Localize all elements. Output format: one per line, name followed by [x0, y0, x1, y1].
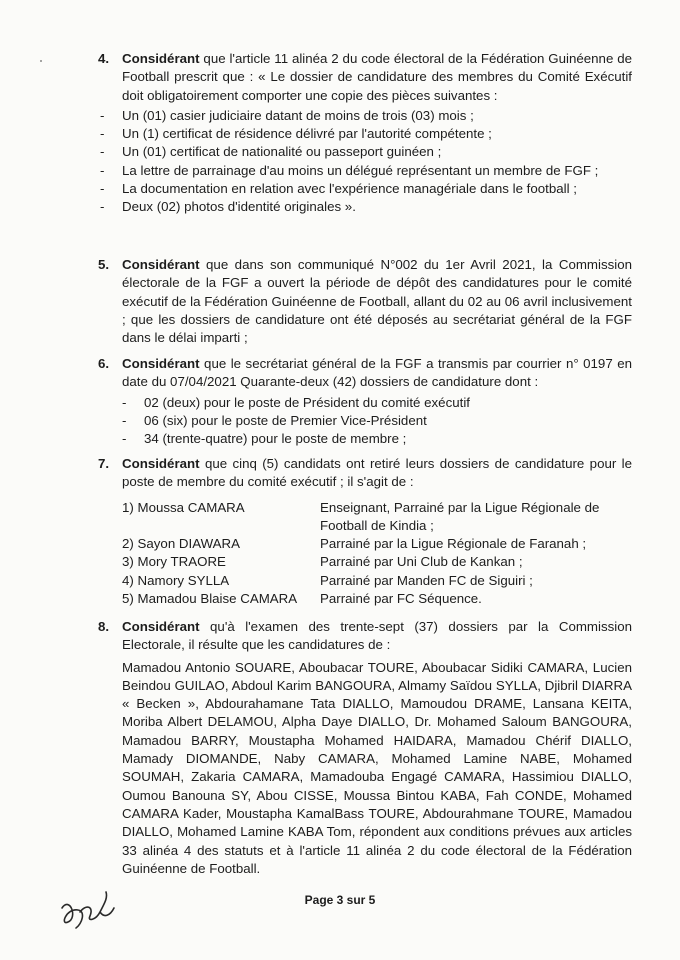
withdrawn-candidates-table — [122, 499, 632, 609]
candidate-sponsor: Parrainé par FC Séquence. — [320, 591, 482, 607]
section-text — [122, 50, 632, 105]
section-6 — [100, 355, 632, 448]
candidate-sponsor: Parrainé par la Ligue Régionale de Faranah ; — [320, 536, 587, 552]
eligible-candidates-paragraph: Mamadou Antonio SOUARE, Aboubacar TOURE, Aboubacar Sidiki CAMARA, Lucien Beindou GUILAO, Abdoul Karim BANGOURA, Almamy Saïdou SYLLA, Djibril DIARRA « Becken », Abdourahamane Tata DIALLO, Mamoudou DRAME, Lansana KEITA, Moriba Albert DELAMOU, Alpha Daye DIALLO, Dr. Mohamed Saloum BANGOURA, Mamadou BARRY, Moustapha Mohamed HAIDARA, Mamadou Chérif DIALLO, Mamady DIOMANDE, Naby CAMARA, Mohamed Lamine NABE, Mohamed SOUMAH, Zakaria CAMARA, Mamadouba Engagé CAMARA, Hassimiou DIALLO, Oumou Banouna SY, Abou CISSE, Moussa Bintou KABA, Fah CONDE, Mohamed CAMARA Kader, Moustapha KamalBass TOURE, Abdourahmane TOURE, Mamadou DIALLO, Mohamed Lamine KABA Tom, répondent aux conditions prévues aux articles 33 alinéa 4 des statuts et à l'article 11 alinéa 2 du code électoral de la Fédération Guinéenne de Football. — [122, 659, 632, 876]
section-number: 8. — [98, 619, 110, 634]
section-body: que cinq (5) candidats ont retiré leurs dossiers de candidature pour le poste de membre du comité exécutif ; il s'agit de : — [122, 456, 632, 490]
section-number: 7. — [98, 456, 110, 471]
list-item: - Deux (02) photos d'identité originales ». — [100, 198, 632, 216]
section-4 — [100, 50, 632, 217]
page-footer: Page 3 sur 5 — [304, 893, 376, 907]
table-row — [122, 499, 632, 536]
section-lead: Considérant — [122, 619, 200, 634]
section-text — [122, 355, 632, 392]
candidate-name: 3) Mory TRAORE — [122, 554, 226, 570]
section-text — [122, 256, 632, 347]
section-body: qu'à l'examen des trente-sept (37) dossiers par la Commission Electorale, il résulte que les candidatures de : — [122, 619, 632, 653]
candidate-name: 4) Namory SYLLA — [122, 572, 230, 588]
candidate-name: 1) Moussa CAMARA — [122, 499, 245, 515]
table-row — [122, 572, 632, 590]
list-item: - La lettre de parrainage d'au moins un délégué représentant un membre de FGF ; — [100, 162, 632, 180]
section-text — [122, 455, 632, 492]
dossier-breakdown-list — [122, 394, 632, 449]
scan-speck — [40, 60, 42, 62]
list-item: - 06 (six) pour le poste de Premier Vice-Président — [122, 412, 632, 430]
section-body: que l'article 11 alinéa 2 du code électoral de la Fédération Guinéenne de Football prescrit que : « Le dossier de candidature des membres du Comité Exécutif doit obligatoirement comporter une copie des pièces suivantes : — [122, 51, 632, 103]
requirements-list — [100, 107, 632, 217]
section-7 — [100, 455, 632, 608]
candidate-sponsor: Parrainé par Manden FC de Siguiri ; — [320, 572, 533, 588]
list-item: - 34 (trente-quatre) pour le poste de membre ; — [122, 430, 632, 448]
table-row — [122, 553, 632, 571]
table-row — [122, 535, 632, 553]
candidate-name: 5) Mamadou Blaise CAMARA — [122, 591, 298, 607]
candidate-sponsor: Enseignant, Parrainé par la Ligue Régionale de Football de Kindia ; — [320, 499, 600, 533]
section-body: que dans son communiqué N°002 du 1er Avril 2021, la Commission électorale de la FGF a ouvert la période de dépôt des candidatures pour le comité exécutif de la Fédération Guinéenne de Football, allant du 02 au 06 avril inclusivement ; que les dossiers de candidature ont été déposés au secrétariat général de la FGF dans le délai imparti ; — [122, 257, 632, 346]
section-number: 5. — [98, 257, 110, 272]
candidate-name: 2) Sayon DIAWARA — [122, 536, 240, 552]
section-lead: Considérant — [122, 51, 200, 66]
candidate-sponsor: Parrainé par Uni Club de Kankan ; — [320, 554, 523, 570]
section-body: que le secrétariat général de la FGF a transmis par courrier n° 0197 en date du 07/04/2021 Quarante-deux (42) dossiers de candidature dont : — [122, 356, 632, 390]
section-lead: Considérant — [122, 257, 200, 272]
list-item: - Un (01) casier judiciaire datant de moins de trois (03) mois ; — [100, 107, 632, 125]
list-item: - 02 (deux) pour le poste de Président du comité exécutif — [122, 394, 632, 412]
section-lead: Considérant — [122, 456, 200, 471]
section-5 — [100, 256, 632, 347]
section-number: 4. — [98, 51, 110, 66]
list-item: - Un (01) certificat de nationalité ou passeport guinéen ; — [100, 143, 632, 161]
section-number: 6. — [98, 356, 110, 371]
list-item: - Un (1) certificat de résidence délivré par l'autorité compétente ; — [100, 125, 632, 143]
list-item: - La documentation en relation avec l'expérience managériale dans le football ; — [100, 180, 632, 198]
section-text — [122, 618, 632, 655]
section-8 — [100, 618, 632, 878]
table-row — [122, 590, 632, 608]
section-lead: Considérant — [122, 356, 200, 371]
